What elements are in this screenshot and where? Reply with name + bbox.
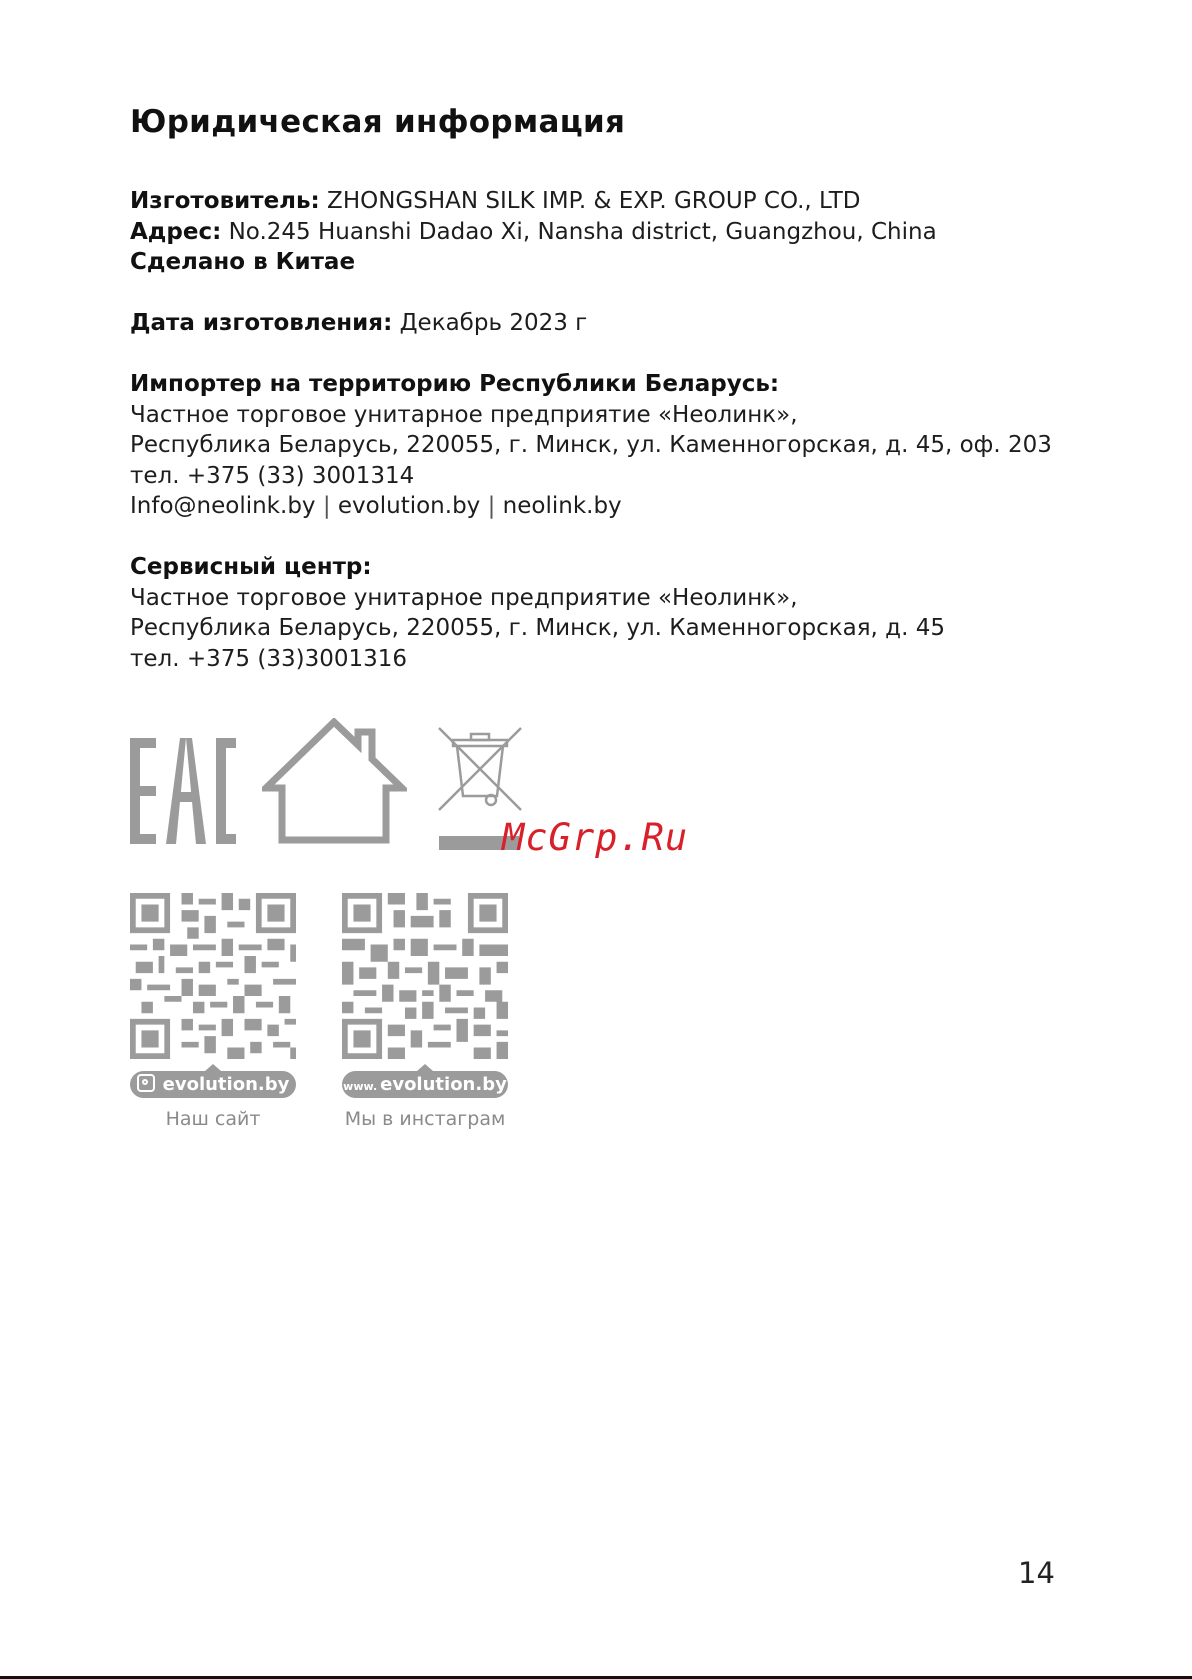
instagram-icon — [137, 1074, 155, 1092]
service-block — [130, 552, 945, 674]
made-in-text: Сделано в Китае — [130, 249, 356, 276]
importer-address: Республика Беларусь, 220055, г. Минск, ул. Каменногорская, д. 45, оф. 203 — [130, 432, 1052, 459]
manufacturer-value: ZHONGSHAN SILK IMP. & EXP. GROUP CO., LTD — [319, 188, 861, 214]
site-handle-pill — [130, 1071, 296, 1098]
importer-site-neolink[interactable]: neolink.by — [502, 493, 622, 520]
address-label: Адрес: — [130, 218, 222, 245]
watermark-text: McGrp.Ru — [502, 816, 689, 859]
importer-block — [130, 369, 1052, 522]
qr-code-instagram[interactable] — [342, 893, 508, 1130]
production-date-line — [130, 308, 587, 339]
service-heading: Сервисный центр: — [130, 554, 372, 580]
importer-phone: тел. +375 (33) 3001314 — [130, 462, 415, 489]
instagram-handle-pill — [342, 1071, 508, 1098]
production-date-block — [130, 308, 587, 339]
importer-company: Частное торговое унитарное предприятие «Неолинк», — [130, 401, 798, 428]
qr-instagram-pill-text: evolution.by — [380, 1074, 507, 1095]
separator: | — [480, 493, 503, 520]
separator: | — [315, 493, 338, 520]
page-number: 14 — [1018, 1556, 1055, 1590]
address-value: No.245 Huanshi Dadao Xi, Nansha district, Guangzhou, China — [221, 218, 937, 245]
service-phone: тел. +375 (33)3001316 — [130, 645, 407, 672]
manufacturer-block — [130, 186, 937, 278]
qr-code-image — [130, 893, 296, 1059]
importer-contacts — [130, 491, 1052, 522]
service-address: Республика Беларусь, 220055, г. Минск, ул. Каменногорская, д. 45 — [130, 615, 945, 642]
page-title: Юридическая информация — [130, 104, 626, 140]
importer-site-evolution[interactable]: evolution.by — [337, 493, 481, 520]
importer-heading: Импортер на территорию Республики Беларусь: — [130, 371, 780, 397]
qr-code-image — [342, 893, 508, 1059]
manufacturer-label: Изготовитель: — [130, 188, 320, 214]
qr-instagram-caption: Мы в инстаграм — [344, 1108, 506, 1130]
certification-icons — [130, 718, 550, 858]
manufacturer-line — [130, 186, 937, 217]
qr-code-site[interactable] — [130, 893, 296, 1130]
qr-site-pill-text: evolution.by — [162, 1074, 290, 1095]
production-date-value: Декабрь 2023 г — [392, 310, 588, 336]
address-line — [130, 217, 937, 248]
eac-mark-icon — [130, 738, 236, 844]
service-company: Частное торговое унитарное предприятие «Неолинк», — [130, 584, 798, 611]
importer-email[interactable]: Info@neolink.by — [130, 493, 316, 520]
www-prefix: www. — [343, 1080, 378, 1093]
indoor-use-house-icon — [262, 718, 407, 844]
qr-site-caption: Наш сайт — [165, 1108, 261, 1130]
production-date-label: Дата изготовления: — [130, 310, 393, 336]
